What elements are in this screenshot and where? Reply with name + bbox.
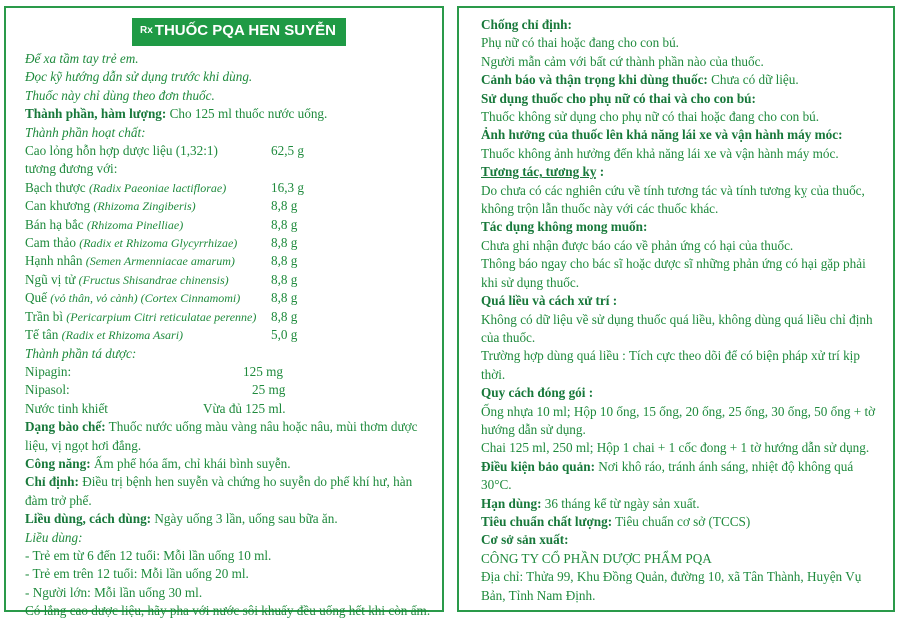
dose-item: - Trẻ em từ 6 đến 12 tuổi: Mỗi lần uống 10 ml.	[25, 547, 272, 563]
herb-latin: (Pericarpium Citri reticulatae perenne)	[66, 309, 257, 324]
herb-row	[25, 326, 432, 344]
driving-text: Thuốc không ảnh hưởng đến khả năng lái xe và vận hành máy móc.	[481, 145, 839, 161]
herb-value: 8,8 g	[271, 308, 298, 324]
adverse-line: Thông báo ngay cho bác sĩ hoặc dược sĩ những phản ứng có hại gặp phải khi sử dụng thuốc.	[481, 256, 866, 290]
herb-name: Quế	[25, 290, 47, 306]
herb-value: 8,8 g	[271, 216, 298, 232]
herb-row	[25, 308, 432, 326]
standard-text: Tiêu chuẩn cơ sở (TCCS)	[612, 513, 751, 529]
pregnancy-label: Sử dụng thuốc cho phụ nữ có thai và cho con bú:	[481, 90, 756, 106]
herb-row	[25, 271, 432, 289]
excipient-row	[25, 363, 432, 381]
dosage-form-label: Dạng bào chế:	[25, 419, 106, 435]
storage-label: Điều kiện bảo quản:	[481, 458, 595, 474]
herb-name: Hạnh nhân	[25, 253, 83, 269]
packaging-line: Ống nhựa 10 ml; Hộp 10 ống, 15 ống, 20 ống, 25 ống, 30 ống, 50 ống + tờ hướng dẫn sử dụng.	[481, 403, 876, 437]
dosage-label: Liều dùng, cách dùng:	[25, 511, 152, 527]
herb-row	[25, 252, 432, 270]
packaging-label: Quy cách đóng gói :	[481, 385, 594, 401]
herb-row	[25, 197, 432, 215]
effect-section	[25, 455, 432, 473]
storage-section	[481, 458, 881, 495]
standard-label: Tiêu chuẩn chất lượng:	[481, 513, 613, 529]
composition-section	[25, 105, 432, 123]
herb-name: Tế tân	[25, 327, 59, 343]
overdose-line: Không có dữ liệu về sử dụng thuốc quá liều, không dùng quá liều chỉ định của thuốc.	[481, 311, 873, 345]
excipient-value: 125 mg	[243, 363, 283, 379]
warning-line: Để xa tầm tay trẻ em.	[25, 51, 139, 66]
dose-label: Liều dùng:	[25, 529, 83, 545]
excipient-name: Nipagin:	[25, 363, 72, 379]
adverse-label: Tác dụng không mong muốn:	[481, 219, 648, 235]
herb-value: 8,8 g	[271, 235, 298, 251]
indication-label: Chỉ định:	[25, 474, 79, 490]
herb-row	[25, 234, 432, 252]
herb-value: 8,8 g	[271, 253, 298, 269]
warning-line: Thuốc này chỉ dùng theo đơn thuốc.	[25, 87, 215, 103]
overdose-line: Trường hợp dùng quá liều : Tích cực theo dõi để có biện pháp xử trí kịp thời.	[481, 348, 860, 382]
contraindication-label: Chống chỉ định:	[481, 17, 572, 32]
left-panel	[4, 6, 444, 619]
equivalent-label: tương đương với:	[25, 161, 118, 177]
herb-name: Bạch thược	[25, 179, 86, 195]
herb-value: 8,8 g	[271, 198, 298, 214]
excipient-name: Nước tinh khiết	[25, 400, 108, 416]
herb-name: Ngũ vị tử	[25, 271, 76, 287]
overdose-label: Quá liều và cách xử trí :	[481, 293, 618, 309]
herb-row	[25, 179, 432, 197]
active-ingredients-label: Thành phần hoạt chất:	[25, 124, 146, 140]
packaging-line: Chai 125 ml, 250 ml; Hộp 1 chai + 1 cốc đong + 1 tờ hướng dẫn sử dụng.	[481, 440, 870, 456]
herb-latin: (Semen Armenniacae amarum)	[85, 254, 235, 269]
pregnancy-text: Thuốc không sử dụng cho phụ nữ có thai hoặc đang cho con bú.	[481, 109, 820, 125]
herb-latin: (Fructus Shisandrae chinensis)	[78, 272, 229, 287]
herb-latin: (vỏ thân, vỏ cành) (Cortex Cinnamomi)	[50, 291, 241, 306]
rx-mark: Rx	[140, 25, 153, 36]
dosage-text: Ngày uống 3 lần, uống sau bữa ăn.	[151, 511, 338, 527]
effect-text: Ấm phế hóa ẩm, chỉ khái bình suyễn.	[90, 455, 291, 471]
herb-value: 5,0 g	[271, 327, 298, 343]
extract-value: 62,5 g	[271, 143, 304, 159]
herb-row	[25, 289, 432, 307]
excipient-value: 25 mg	[252, 382, 286, 398]
product-title-banner	[132, 18, 346, 46]
herb-value: 8,8 g	[271, 290, 298, 306]
effect-label: Công năng:	[25, 455, 91, 471]
herb-name: Bán hạ bắc	[25, 216, 84, 232]
producer-label: Cơ sở sản xuất:	[481, 532, 569, 548]
indication-text: Điều trị bệnh hen suyễn và chứng ho suyễn do phế khí hư, hàn đàm trở phế.	[25, 474, 413, 508]
contraindication-line: Phụ nữ có thai hoặc đang cho con bú.	[481, 35, 679, 51]
excipient-label: Thành phần tá dược:	[25, 345, 137, 361]
warning-line: Đọc kỹ hướng dẫn sử dụng trước khi dùng.	[25, 69, 253, 85]
company-address: Địa chỉ: Thửa 99, Khu Đồng Quản, đường 10, xã Tân Thành, Huyện Vụ Bản, Tỉnh Nam Định.	[481, 569, 862, 603]
herb-name: Trần bì	[25, 308, 63, 324]
storage-text: Nơi khô ráo, tránh ánh sáng, nhiệt độ không quá 30°C.	[481, 458, 854, 493]
excipient-name: Nipasol:	[25, 382, 70, 398]
herb-value: 8,8 g	[271, 271, 298, 287]
interaction-colon: :	[596, 164, 605, 180]
herb-name: Can khương	[25, 198, 91, 214]
expiry-section	[481, 495, 881, 513]
herb-value: 16,3 g	[271, 179, 304, 195]
interaction-label: Tương tác, tương kỵ	[481, 164, 597, 180]
dosage-form-section	[25, 418, 432, 455]
caution-section	[481, 71, 881, 89]
composition-text: Cho 125 ml thuốc nước uống.	[166, 106, 328, 122]
herb-latin: (Rhizoma Pinelliae)	[86, 217, 184, 232]
excipient-row	[25, 400, 432, 418]
excipient-row	[25, 381, 432, 399]
herb-latin: (Radix Paeoniae lactiflorae)	[88, 180, 227, 195]
extract-row	[25, 142, 432, 160]
dose-note: Có lắng cao dược liệu, hãy pha với nước sôi khuấy đều uống hết khi còn ấm.	[25, 603, 431, 619]
composition-label: Thành phần, hàm lượng:	[25, 106, 167, 122]
interaction-text: Do chưa có các nghiên cứu về tính tương tác và tính tương kỵ của thuốc, không trộn lẫn thuốc này với các thuốc khác.	[481, 182, 865, 217]
expiry-label: Hạn dùng:	[481, 495, 542, 511]
right-content	[481, 16, 881, 605]
caution-label: Cảnh báo và thận trọng khi dùng thuốc:	[481, 72, 708, 88]
driving-label: Ảnh hưởng của thuốc lên khả năng lái xe và vận hành máy móc:	[481, 127, 843, 143]
dosage-form-text: Thuốc nước uống màu vàng nâu hoặc nâu, mùi thơm dược liệu, vị ngọt hơi đắng.	[25, 419, 418, 453]
excipient-value: Vừa đủ 125 ml.	[203, 400, 286, 416]
left-content	[25, 50, 432, 621]
dose-item: - Trẻ em trên 12 tuổi: Mỗi lần uống 20 ml.	[25, 566, 249, 582]
herb-latin: (Rhizoma Zingiberis)	[93, 199, 196, 214]
right-panel	[457, 6, 895, 612]
standard-section	[481, 513, 881, 531]
dosage-section	[25, 510, 432, 528]
contraindication-line: Người mẫn cảm với bất cứ thành phần nào của thuốc.	[481, 53, 764, 69]
herb-name: Cam thảo	[25, 235, 76, 251]
herb-latin: (Radix et Rhizoma Asari)	[61, 328, 184, 343]
herb-row	[25, 216, 432, 234]
caution-text: Chưa có dữ liệu.	[707, 72, 799, 88]
herb-latin: (Radix et Rhizoma Glycyrrhizae)	[79, 236, 238, 251]
company-name: CÔNG TY CỔ PHẦN DƯỢC PHẨM PQA	[481, 550, 712, 566]
expiry-text: 36 tháng kể từ ngày sản xuất.	[541, 495, 700, 511]
extract-name: Cao lỏng hỗn hợp dược liệu (1,32:1)	[25, 143, 218, 159]
product-title: THUỐC PQA HEN SUYỄN	[154, 22, 336, 39]
adverse-line: Chưa ghi nhận được báo cáo về phản ứng có hại của thuốc.	[481, 237, 794, 253]
dose-item: - Người lớn: Mỗi lần uống 30 ml.	[25, 584, 203, 600]
indication-section	[25, 473, 432, 510]
